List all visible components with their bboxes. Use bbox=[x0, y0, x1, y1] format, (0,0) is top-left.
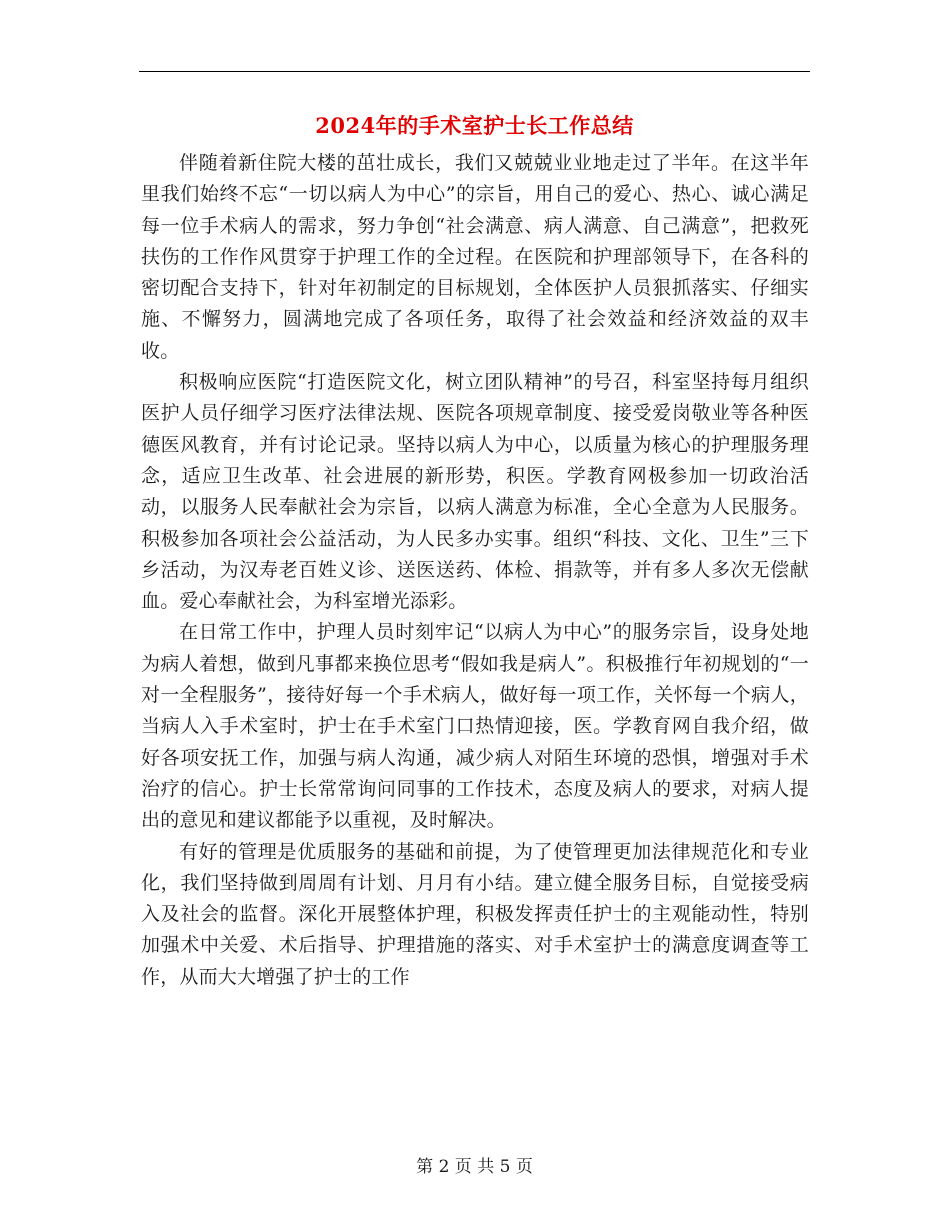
document-body bbox=[141, 148, 809, 993]
document-title: 2024年的手术室护士长工作总结 bbox=[315, 113, 634, 138]
header-rule bbox=[139, 71, 810, 72]
paragraph-2: 积极响应医院“打造医院文化，树立团队精神”的号召，科室坚持每月组织医护人员仔细学习医疗法律法规、医院各项规章制度、接受爱岗敬业等各种医德医风教育，并有讨论记录。坚持以病人为中心，以质量为核心的护理服务理念，适应卫生改革、社会进展的新形势，积医。学教育网极参加一切政治活动，以服务人民奉献社会为宗旨，以病人满意为标准，全心全意为人民服务。积极参加各项社会公益活动，为人民多办实事。组织“科技、文化、卫生”三下乡活动，为汉寿老百姓义诊、送医送药、体检、捐款等，并有多人多次无偿献血。爱心奉献社会，为科室增光添彩。 bbox=[141, 371, 809, 613]
page-number-footer: 第 2 页 共 5 页 bbox=[416, 1157, 533, 1177]
paragraph-4: 有好的管理是优质服务的基础和前提，为了使管理更加法律规范化和专业化，我们坚持做到周周有计划、月月有小结。建立健全服务目标，自觉接受病入及社会的监督。深化开展整体护理，积极发挥责任护士的主观能动性，特别加强术中关爱、术后指导、护理措施的落实、对手术室护士的满意度调查等工作，从而大大增强了护士的工作 bbox=[141, 840, 809, 988]
paragraph-3: 在日常工作中，护理人员时刻牢记“以病人为中心”的服务宗旨，设身处地为病人着想，做到凡事都来换位思考“假如我是病人”。积极推行年初规划的“一对一全程服务”，接待好每一个手术病人，做好每一项工作，关怀每一个病人，当病人入手术室时，护士在手术室门口热情迎接，医。学教育网自我介绍，做好各项安抚工作，加强与病人沟通，减少病人对陌生环境的恐惧，增强对手术治疗的信心。护士长常常询问同事的工作技术，态度及病人的要求，对病人提出的意见和建议都能予以重视，及时解决。 bbox=[141, 621, 809, 832]
paragraph-1: 伴随着新住院大楼的茁壮成长，我们又兢兢业业地走过了半年。在这半年里我们始终不忘“一切以病人为中心”的宗旨，用自己的爱心、热心、诚心满足每一位手术病人的需求，努力争创“社会满意、病人满意、自己满意”，把救死扶伤的工作作风贯穿于护理工作的全过程。在医院和护理部领导下，在各科的密切配合支持下，针对年初制定的目标规划，全体医护人员狠抓落实、仔细实施、不懈努力，圆满地完成了各项任务，取得了社会效益和经济效益的双丰收。 bbox=[141, 152, 809, 362]
